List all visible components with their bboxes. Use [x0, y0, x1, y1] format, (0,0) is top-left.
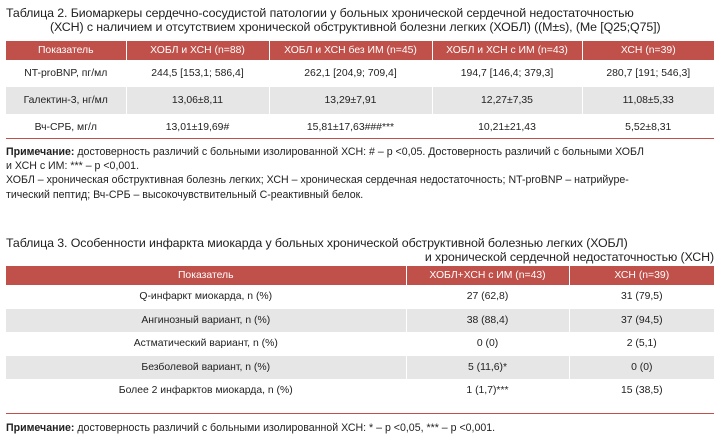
table-cell: 13,01±19,69# — [126, 114, 269, 141]
table-cell: Q-инфаркт миокарда, n (%) — [6, 285, 406, 309]
table-row — [6, 332, 714, 356]
table-row — [6, 114, 714, 141]
table-cell: 244,5 [153,1; 586,4] — [126, 60, 269, 87]
table-cell: Вч-СРБ, мг/л — [6, 114, 126, 141]
table2-note-text1: достоверность различий с больными изолированной ХСН: # – р <0,05. Достоверность различий с больными ХОБЛ — [74, 146, 644, 158]
table3-header-row — [6, 266, 714, 285]
table3-bottom-rule — [6, 413, 714, 414]
table-cell: 0 (0) — [406, 332, 569, 356]
table-cell: Более 2 инфарктов миокарда, n (%) — [6, 379, 406, 403]
table-cell: 0 (0) — [569, 356, 714, 380]
table-cell: 15 (38,5) — [569, 379, 714, 403]
table3-header-cell: Показатель — [6, 266, 406, 285]
table3 — [6, 266, 714, 403]
table3-caption-line2: и хронической сердечной недостаточностью (ХСН) — [424, 250, 714, 264]
table3-caption — [6, 236, 714, 264]
table2-note-line4: тический пептид; Вч-СРБ – высокочувствительный С-реактивный белок. — [6, 188, 364, 201]
table2-header-cell: Показатель — [6, 41, 126, 60]
table2-header-cell: ХОБЛ и ХСН с ИМ (n=43) — [432, 41, 582, 60]
table2-note-line2: и ХСН с ИМ: *** – р <0,001. — [6, 160, 140, 173]
table-cell: 37 (94,5) — [569, 309, 714, 333]
table-row — [6, 309, 714, 333]
table2-note — [6, 145, 714, 202]
table-row — [6, 285, 714, 309]
table-cell: 5,52±8,31 — [582, 114, 714, 141]
table-cell: Галектин-3, нг/мл — [6, 87, 126, 114]
table2-header-cell: ХОБЛ и ХСН без ИМ (n=45) — [269, 41, 432, 60]
table-row — [6, 379, 714, 403]
table-cell: 31 (79,5) — [569, 285, 714, 309]
table2 — [6, 41, 714, 141]
table2-header-cell: ХОБЛ и ХСН (n=88) — [126, 41, 269, 60]
table-row — [6, 87, 714, 114]
table-cell: 194,7 [146,4; 379,3] — [432, 60, 582, 87]
table3-note-label: Примечание: — [6, 422, 75, 434]
table3-header-cell: ХОБЛ+ХСН с ИМ (n=43) — [406, 266, 569, 285]
table3-note-text: достоверность различий с больными изолированной ХСН: * – р <0,05, *** – р <0,001. — [74, 422, 496, 434]
table2-note-label: Примечание: — [6, 146, 75, 158]
table-cell: 15,81±17,63###*** — [269, 114, 432, 141]
table-cell: 27 (62,8) — [406, 285, 569, 309]
table-cell: 38 (88,4) — [406, 309, 569, 333]
table-cell: Астматический вариант, n (%) — [6, 332, 406, 356]
table-row — [6, 60, 714, 87]
table-cell: 10,21±21,43 — [432, 114, 582, 141]
table-cell: 1 (1,7)*** — [406, 379, 569, 403]
table-cell: 5 (11,6)* — [406, 356, 569, 380]
table3-caption-line1: Таблица 3. Особенности инфаркта миокарда у больных хронической обструктивной болезнью легких (ХОБЛ) — [6, 236, 628, 250]
table2-header-cell: ХСН (n=39) — [582, 41, 714, 60]
table2-caption-line2: (ХСН) с наличием и отсутствием хронической обструктивной болезни легких (ХОБЛ) ((M±s), (Me [Q25;Q75]) — [50, 20, 661, 34]
table3-header-cell: ХСН (n=39) — [569, 266, 714, 285]
table2-note-line1 — [6, 145, 714, 159]
table-cell: Безболевой вариант, n (%) — [6, 356, 406, 380]
table-cell: 13,29±7,91 — [269, 87, 432, 114]
table2-caption — [6, 6, 714, 34]
table-cell: Ангинозный вариант, n (%) — [6, 309, 406, 333]
table-cell: 12,27±7,35 — [432, 87, 582, 114]
table-cell: NT-proBNP, пг/мл — [6, 60, 126, 87]
table2-bottom-rule — [6, 138, 714, 139]
table2-header-row — [6, 41, 714, 60]
table3-note — [6, 421, 714, 435]
table-cell: 280,7 [191; 546,3] — [582, 60, 714, 87]
table-cell: 13,06±8,11 — [126, 87, 269, 114]
table-cell: 262,1 [204,9; 709,4] — [269, 60, 432, 87]
table2-caption-line1: Таблица 2. Биомаркеры сердечно-сосудистой патологии у больных хронической сердечной недостаточностью — [6, 6, 634, 20]
table-cell: 2 (5,1) — [569, 332, 714, 356]
table-row — [6, 356, 714, 380]
table-cell: 11,08±5,33 — [582, 87, 714, 114]
table2-note-line3: ХОБЛ – хроническая обструктивная болезнь легких; ХСН – хроническая сердечная недостаточность; NT-proBNP – натрийуре- — [6, 174, 629, 187]
